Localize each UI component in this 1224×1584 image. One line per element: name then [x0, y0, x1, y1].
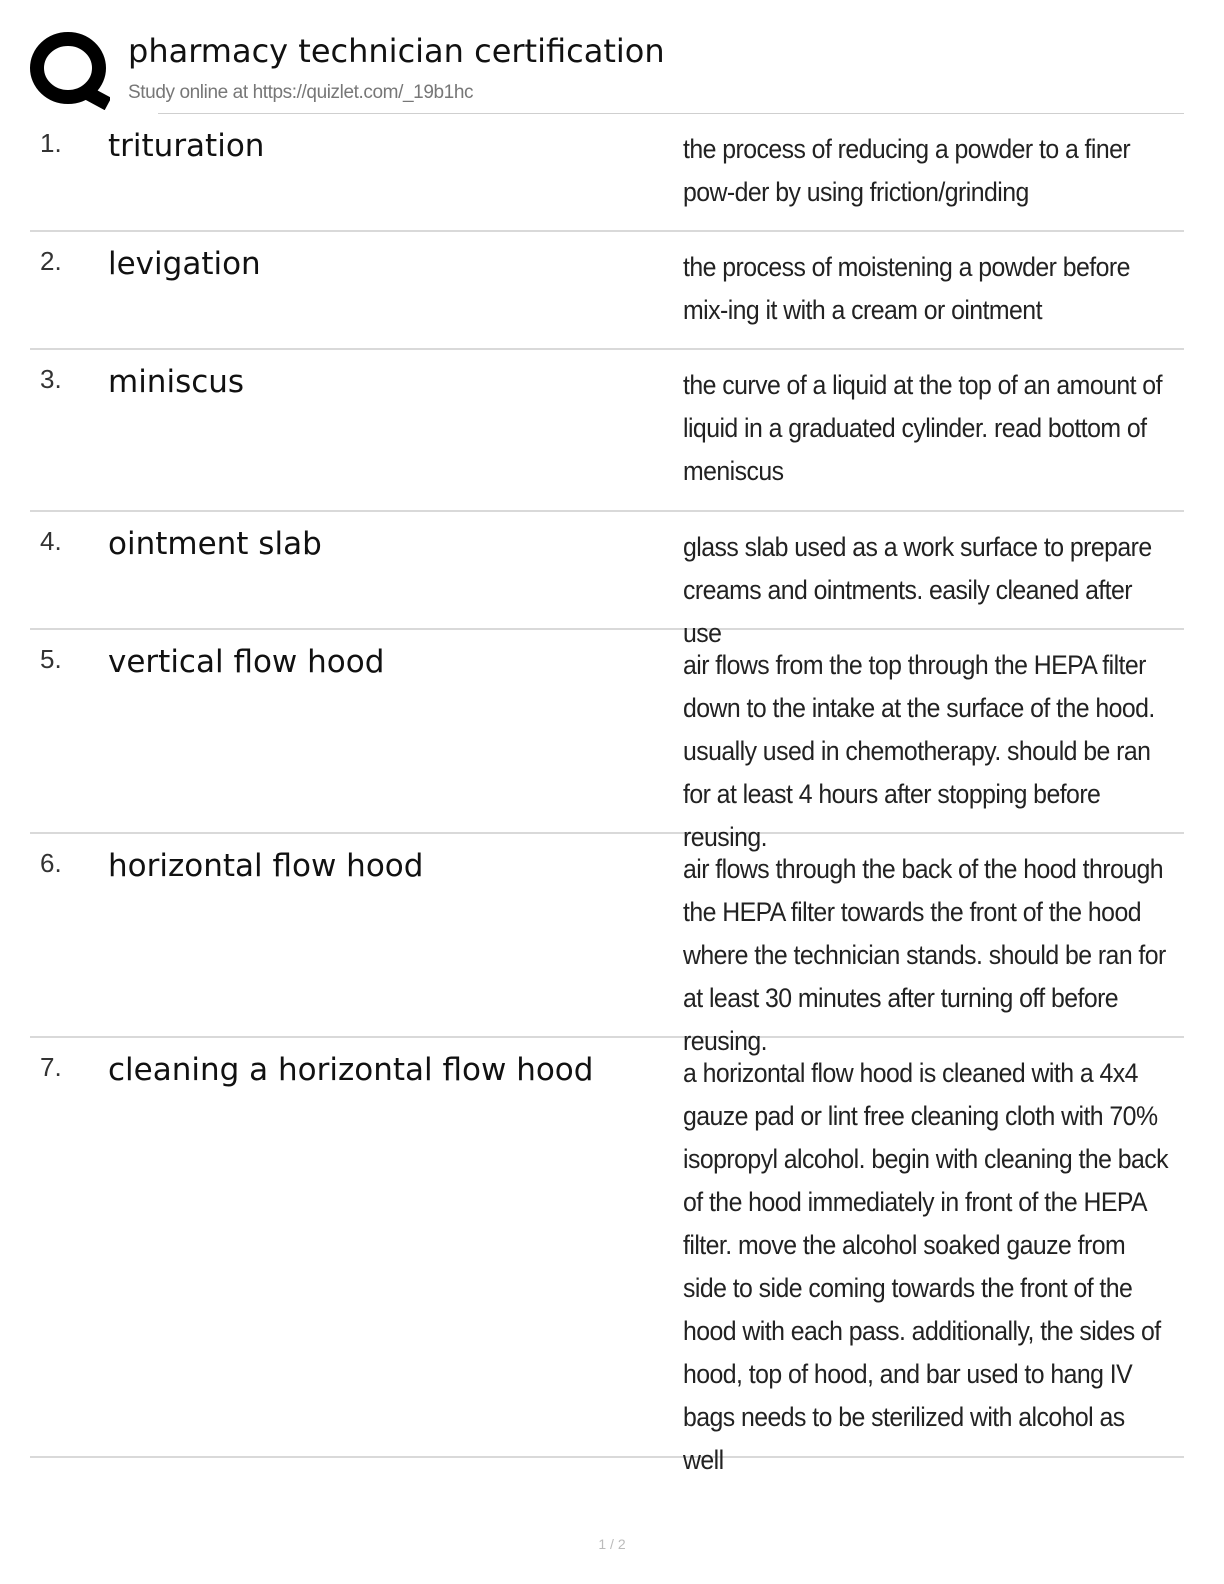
term-name: miniscus — [108, 364, 245, 400]
term-number: 5. — [40, 644, 62, 674]
term-number: 2. — [40, 246, 62, 276]
study-link-text: Study online at https://quizlet.com/_19b1hc — [128, 82, 474, 103]
term-name: levigation — [108, 246, 261, 282]
term-name: vertical flow hood — [108, 644, 385, 680]
quizlet-logo-icon — [30, 30, 110, 110]
term-number: 4. — [40, 526, 62, 556]
term-row — [30, 512, 1184, 648]
term-definition: glass slab used as a work surface to prepare creams and ointments. easily cleaned after use — [683, 532, 1152, 648]
term-number: 7. — [40, 1052, 62, 1082]
term-row — [30, 630, 1184, 852]
term-definition: a horizontal flow hood is cleaned with a 4x4 gauze pad or lint free cleaning cloth with 70% isopropyl alcohol. begin with cleaning the back of the hood immediately in front of the HEPA filter. move the alcohol soaked gauze from side to side coming towards the front of the hood with each pass. additionally, the sides of hood, top of hood, and bar used to hang IV bags needs to be sterilized with alcohol as well — [683, 1058, 1168, 1475]
page-number: 1 / 2 — [598, 1536, 626, 1552]
term-row — [30, 834, 1184, 1056]
term-definition: the process of moistening a powder before mix-ing it with a cream or ointment — [683, 252, 1130, 325]
term-number: 6. — [40, 848, 62, 878]
term-row — [30, 114, 1184, 232]
term-row — [30, 1038, 1184, 1475]
page-title: pharmacy technician certification — [128, 32, 665, 70]
term-number: 1. — [40, 128, 62, 158]
term-definition: the process of reducing a powder to a finer pow-der by using friction/grinding — [683, 134, 1131, 207]
page-header — [30, 28, 1184, 114]
term-definition: the curve of a liquid at the top of an amount of liquid in a graduated cylinder. read bottom of meniscus — [683, 370, 1162, 486]
term-name: trituration — [108, 128, 265, 164]
term-name: cleaning a horizontal flow hood — [108, 1052, 594, 1088]
term-number: 3. — [40, 364, 62, 394]
term-row — [30, 350, 1184, 512]
term-name: horizontal flow hood — [108, 848, 424, 884]
term-row — [30, 232, 1184, 350]
term-definition: air flows from the top through the HEPA filter down to the intake at the surface of the hood. usually used in chemotherapy. should be ran for at least 4 hours after stopping before reusing. — [683, 650, 1155, 852]
term-name: ointment slab — [108, 526, 322, 562]
flashcard-table — [30, 114, 1184, 1475]
term-definition: air flows through the back of the hood through the HEPA filter towards the front of the hood where the technician stands. should be ran for at least 30 minutes after turning off before reusing. — [683, 854, 1166, 1056]
